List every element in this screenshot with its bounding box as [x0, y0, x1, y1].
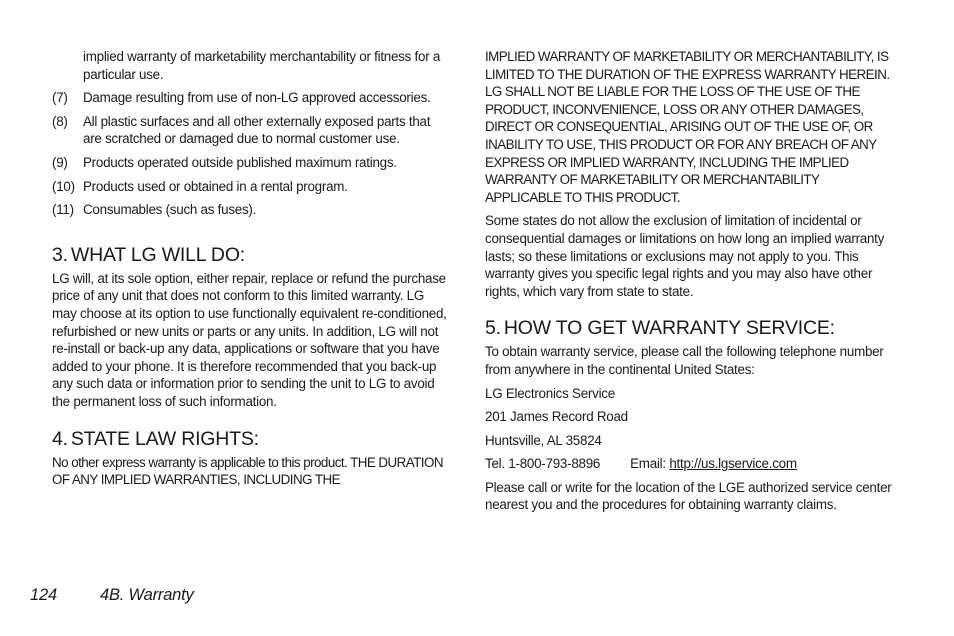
city-address: Huntsville, AL 35824 [485, 432, 602, 448]
exclusion-item [52, 178, 452, 196]
section-number: 5. [485, 317, 501, 340]
item-text: Consumables (such as fuses). [83, 202, 257, 218]
state-rights-paragraph: Some states do not allow the exclusion of limitation of incidental or consequential damages or limitations on how long an implied warranty lasts; so these limitations or exclusions may not apply to you. This warranty gives you specific legal rights and you may also have other rights, which vary from state to state. [485, 213, 885, 299]
service-url-link[interactable]: http://us.lgservice.com [669, 456, 797, 472]
exclusion-item [52, 89, 452, 107]
service-intro: To obtain warranty service, please call the following telephone number from anywhere in the continental United States: [485, 344, 884, 377]
exclusion-item [52, 201, 452, 219]
section-title: HOW TO GET WARRANTY SERVICE: [503, 317, 835, 340]
right-column [485, 48, 895, 514]
item-text: Products operated outside published maximum ratings. [83, 154, 397, 170]
section-title: WHAT LG WILL DO: [70, 243, 246, 266]
section-5-heading [485, 316, 895, 340]
continuation-text: implied warranty of marketability merchantability or fitness for a particular use. [83, 49, 441, 82]
disclaimer-caps-text: IMPLIED WARRANTY OF MARKETABILITY OR MERCHANTABILITY, IS LIMITED TO THE DURATION OF THE EXPRESS WARRANTY HEREIN. LG SHALL NOT BE LIABLE FOR THE LOSS OF THE USE OF THE PRODUCT, INCONVENIENCE, LOSS OR ANY OTHER DAMAGES, DIRECT OR CONSEQUENTIAL, ARISING OUT OF THE USE OF, OR INABILITY TO USE, THIS PRODUCT OR FOR ANY BREACH OF ANY EXPRESS OR IMPLIED WARRANTY, INCLUDING THE IMPLIED WARRANTY OF MARKETABILITY OR MERCHANTABILITY APPLICABLE TO THIS PRODUCT. [485, 49, 890, 205]
item-text: Products used or obtained in a rental program. [83, 178, 348, 194]
item-number: (11) [52, 202, 74, 218]
section-3-heading [52, 243, 452, 267]
closing-paragraph: Please call or write for the location of the LGE authorized service center nearest you and the procedures for obtaining warranty claims. [485, 479, 892, 513]
section-4-heading [52, 427, 452, 451]
exclusion-item [52, 154, 452, 172]
page-footer [30, 584, 194, 606]
section-number: 4. [52, 427, 68, 450]
section-label: 4B. Warranty [100, 586, 194, 604]
left-column [52, 48, 452, 489]
item-number: (9) [52, 154, 68, 170]
section-title: STATE LAW RIGHTS: [70, 427, 259, 450]
section-3-body: LG will, at its sole option, either repair, replace or refund the purchase price of any unit that does not conform to this limited warranty. LG may choose at its option to use functionally equivalent re-conditioned, refurbished or new units or parts or any units. In addition, LG will not re-install or back-up any data, applications or software that you have added to your phone. It is therefore recommended that you back-up any such data or information prior to sending the unit to LG to avoid the permanent loss of such information. [52, 270, 447, 409]
page-number: 124 [30, 586, 57, 604]
company-name: LG Electronics Service [485, 385, 615, 401]
street-address: 201 James Record Road [485, 409, 628, 425]
email-label: Email: [630, 456, 666, 472]
section-number: 3. [52, 243, 68, 266]
item-number: (7) [52, 90, 68, 106]
item-number: (8) [52, 113, 68, 129]
item-text: All plastic surfaces and all other externally exposed parts that are scratched or damaged due to normal customer use. [83, 113, 431, 147]
section-4-body: No other express warranty is applicable to this product. THE DURATION OF ANY IMPLIED WARRANTIES, INCLUDING THE [52, 454, 443, 488]
item-number: (10) [52, 178, 75, 194]
item-text: Damage resulting from use of non-LG approved accessories. [83, 90, 431, 106]
exclusion-item [52, 113, 452, 148]
telephone: Tel. 1-800-793-8896 [485, 456, 601, 472]
contact-line [485, 455, 895, 473]
